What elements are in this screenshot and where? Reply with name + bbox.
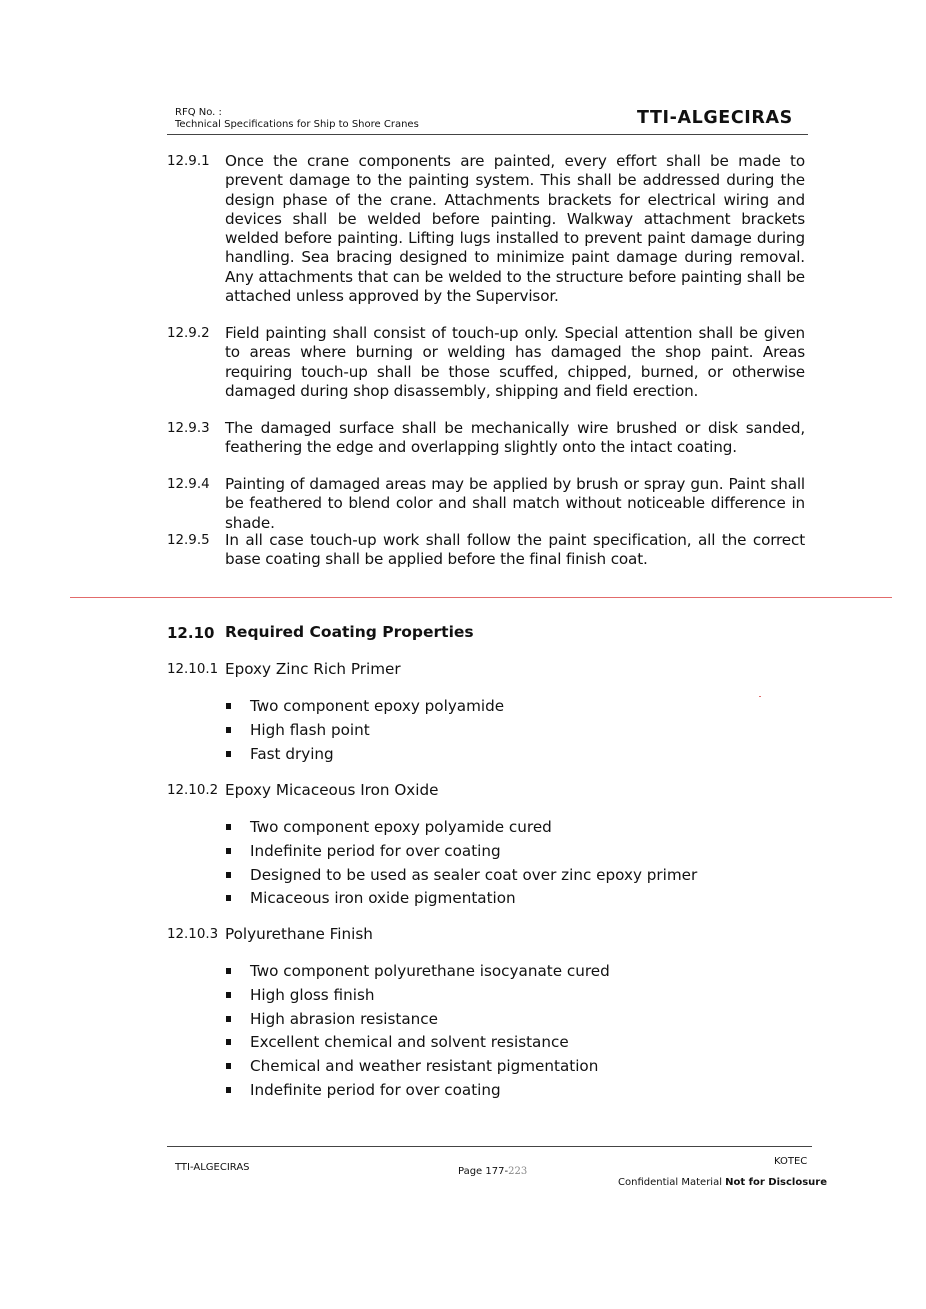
subsection-title: Epoxy Zinc Rich Primer [225,660,401,678]
subsection-title: Epoxy Micaceous Iron Oxide [225,781,439,799]
list-item: Chemical and weather resistant pigmentation [226,1057,610,1081]
paragraph-12-9-5: In all case touch-up work shall follow the paint specification, all the correct base coating shall be applied before the final finish coat. [225,531,805,569]
list-item: Two component epoxy polyamide cured [226,818,697,842]
subsection-number: 12.10.1 [167,662,219,677]
bullet-square-icon [226,992,231,998]
header-rule [167,134,808,135]
confidentiality-note: Confidential Material Not for Disclosure [618,1177,827,1188]
list-item: Micaceous iron oxide pigmentation [226,889,697,913]
bullet-square-icon [226,1063,231,1069]
header-title: TTI-ALGECIRAS [637,108,793,128]
paragraph-12-9-1: Once the crane components are painted, every effort shall be made to prevent damage to the painting system. This shall be addressed during the design phase of the crane. Attachments brackets for electrical wiring and devices shall be welded before painting. Walkway attachment brackets welded before painting. Lifting lugs installed to prevent paint damage during handling. Sea bracing designed to minimize paint damage during removal. Any attachments that can be welded to the structure before painting shall be attached unless approved by the Supervisor. [225,152,805,306]
list-item: Excellent chemical and solvent resistance [226,1033,610,1057]
list-item: Designed to be used as sealer coat over zinc epoxy primer [226,866,697,890]
paragraph-12-9-2: Field painting shall consist of touch-up only. Special attention shall be given to areas where burning or welding has damaged the shop paint. Areas requiring touch-up shall be those scuffed, chipped, burned, or otherwise damaged during shop disassembly, shipping and field erection. [225,324,805,400]
section-number: 12.9.5 [167,533,210,548]
document-subtitle: Technical Specifications for Ship to Shore Cranes [175,119,419,130]
bullet-square-icon [226,848,231,854]
bullet-square-icon [226,1087,231,1093]
bullet-square-icon [226,824,231,830]
list-item: Two component polyurethane isocyanate cured [226,962,610,986]
bullet-square-icon [226,703,231,709]
list-item: High flash point [226,721,504,745]
bullet-list-primer [226,697,504,768]
bullet-square-icon [226,727,231,733]
subsection-title: Polyurethane Finish [225,925,373,943]
bullet-square-icon [226,968,231,974]
bullet-square-icon [226,872,231,878]
bullet-list-mio [226,818,697,913]
rfq-label: RFQ No. : [175,107,222,118]
list-item: High gloss finish [226,986,610,1010]
bullet-square-icon [226,1016,231,1022]
heading-number: 12.10 [167,624,215,642]
bullet-list-polyurethane [226,962,610,1105]
subsection-number: 12.10.2 [167,783,219,798]
list-item: High abrasion resistance [226,1010,610,1034]
page-number: Page 177-223 [458,1166,528,1177]
footer-company: KOTEC [774,1156,808,1167]
paragraph-12-9-4: Painting of damaged areas may be applied by brush or spray gun. Paint shall be feathered to blend color and shall match without noticeable difference in shade. [225,475,805,532]
section-number: 12.9.3 [167,421,210,436]
stray-mark [759,696,761,697]
list-item: Two component epoxy polyamide [226,697,504,721]
list-item: Fast drying [226,745,504,769]
red-separator [70,597,892,598]
bullet-square-icon [226,895,231,901]
bullet-square-icon [226,751,231,757]
footer-rule [167,1146,812,1147]
paragraph-12-9-3: The damaged surface shall be mechanically wire brushed or disk sanded, feathering the edge and overlapping slightly onto the intact coating. [225,419,805,457]
list-item: Indefinite period for over coating [226,1081,610,1105]
section-number: 12.9.2 [167,326,210,341]
heading-title: Required Coating Properties [225,623,474,641]
subsection-number: 12.10.3 [167,927,219,942]
section-number: 12.9.4 [167,477,210,492]
section-number: 12.9.1 [167,154,210,169]
bullet-square-icon [226,1039,231,1045]
list-item: Indefinite period for over coating [226,842,697,866]
footer-left: TTI-ALGECIRAS [175,1162,250,1173]
